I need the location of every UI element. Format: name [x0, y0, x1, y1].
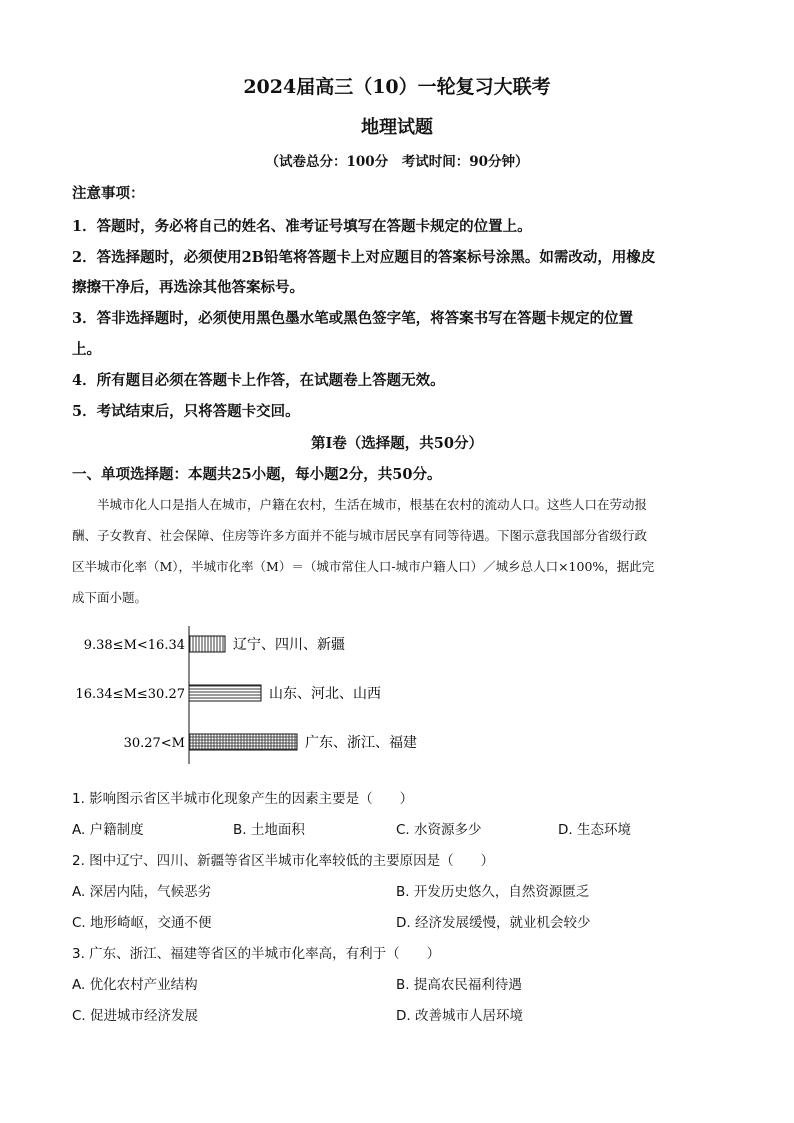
passage-line: 区半城市化率（M），半城市化率（M）＝（城市常住人口-城市户籍人口）／城乡总人口×100%，据此完 [72, 559, 655, 574]
mcq-heading: 一、单项选择题：本题共25小题，每小题2分，共50分。 [72, 466, 442, 483]
exam-title: 2024届高三（10）一轮复习大联考 [243, 76, 551, 98]
subject-title: 地理试题 [361, 117, 433, 138]
option-d: D. 经济发展缓慢，就业机会较少 [396, 915, 591, 931]
passage-line: 成下面小题。 [72, 590, 148, 605]
question-stem: 3. 广东、浙江、福建等省区的半城市化率高，有利于（ ） [72, 946, 441, 962]
option-b: B. 开发历史悠久，自然资源匮乏 [396, 884, 590, 900]
passage-line: 酬、子女教育、社会保障、住房等许多方面并不能与城市居民享有同等待遇。下图示意我国部分省级行政 [72, 528, 648, 543]
notice-heading: 注意事项： [72, 185, 145, 202]
option-c: C. 地形崎岖，交通不便 [72, 915, 212, 931]
exam-meta: （试卷总分：100分 考试时间：90分钟） [265, 154, 529, 170]
question-stem: 2. 图中辽宁、四川、新疆等省区半城市化率较低的主要原因是（ ） [72, 853, 495, 869]
option-c: C. 促进城市经济发展 [72, 1008, 199, 1024]
notice-item: 4．所有题目必须在答题卡上作答，在试题卷上答题无效。 [72, 372, 445, 389]
option-b: B. 土地面积 [233, 822, 305, 838]
section-title: 第Ⅰ卷（选择题，共50分） [311, 435, 483, 452]
option-a: A. 深居内陆，气候恶劣 [72, 884, 212, 900]
option-a: A. 优化农村产业结构 [72, 977, 198, 993]
bar-label: 广东、浙江、福建 [305, 735, 417, 751]
notice-item: 5．考试结束后，只将答题卡交回。 [72, 403, 300, 420]
notice-item: 2．答选择题时，必须使用2B铅笔将答题卡上对应题目的答案标号涂黑。如需改动，用橡皮 [72, 249, 656, 266]
category-label: 16.34≤M≤30.27 [75, 687, 185, 702]
option-d: D. 生态环境 [558, 822, 631, 838]
option-b: B. 提高农民福利待遇 [396, 977, 522, 993]
bar-label: 辽宁、四川、新疆 [233, 637, 345, 653]
bar-label: 山东、河北、山西 [269, 686, 381, 702]
option-a: A. 户籍制度 [72, 822, 144, 838]
question-stem: 1. 影响图示省区半城市化现象产生的因素主要是（ ） [72, 791, 414, 807]
bar [189, 734, 297, 750]
semi-urbanization-chart [60, 622, 480, 772]
notice-item: 擦擦干净后，再选涂其他答案标号。 [72, 279, 304, 296]
bar [189, 685, 261, 701]
notice-item: 3．答非选择题时，必须使用黑色墨水笔或黑色签字笔，将答案书写在答题卡规定的位置 [72, 310, 634, 327]
category-label: 30.27<M [123, 736, 185, 751]
passage-line: 半城市化人口是指人在城市，户籍在农村，生活在城市，根基在农村的流动人口。这些人口在劳动报 [72, 497, 648, 512]
notice-item: 1．答题时，务必将自己的姓名、准考证号填写在答题卡规定的位置上。 [72, 218, 532, 235]
option-d: D. 改善城市人居环境 [396, 1008, 523, 1024]
bar [189, 636, 225, 652]
category-label: 9.38≤M<16.34 [83, 638, 185, 653]
option-c: C. 水资源多少 [396, 822, 482, 838]
notice-item: 上。 [72, 341, 101, 358]
